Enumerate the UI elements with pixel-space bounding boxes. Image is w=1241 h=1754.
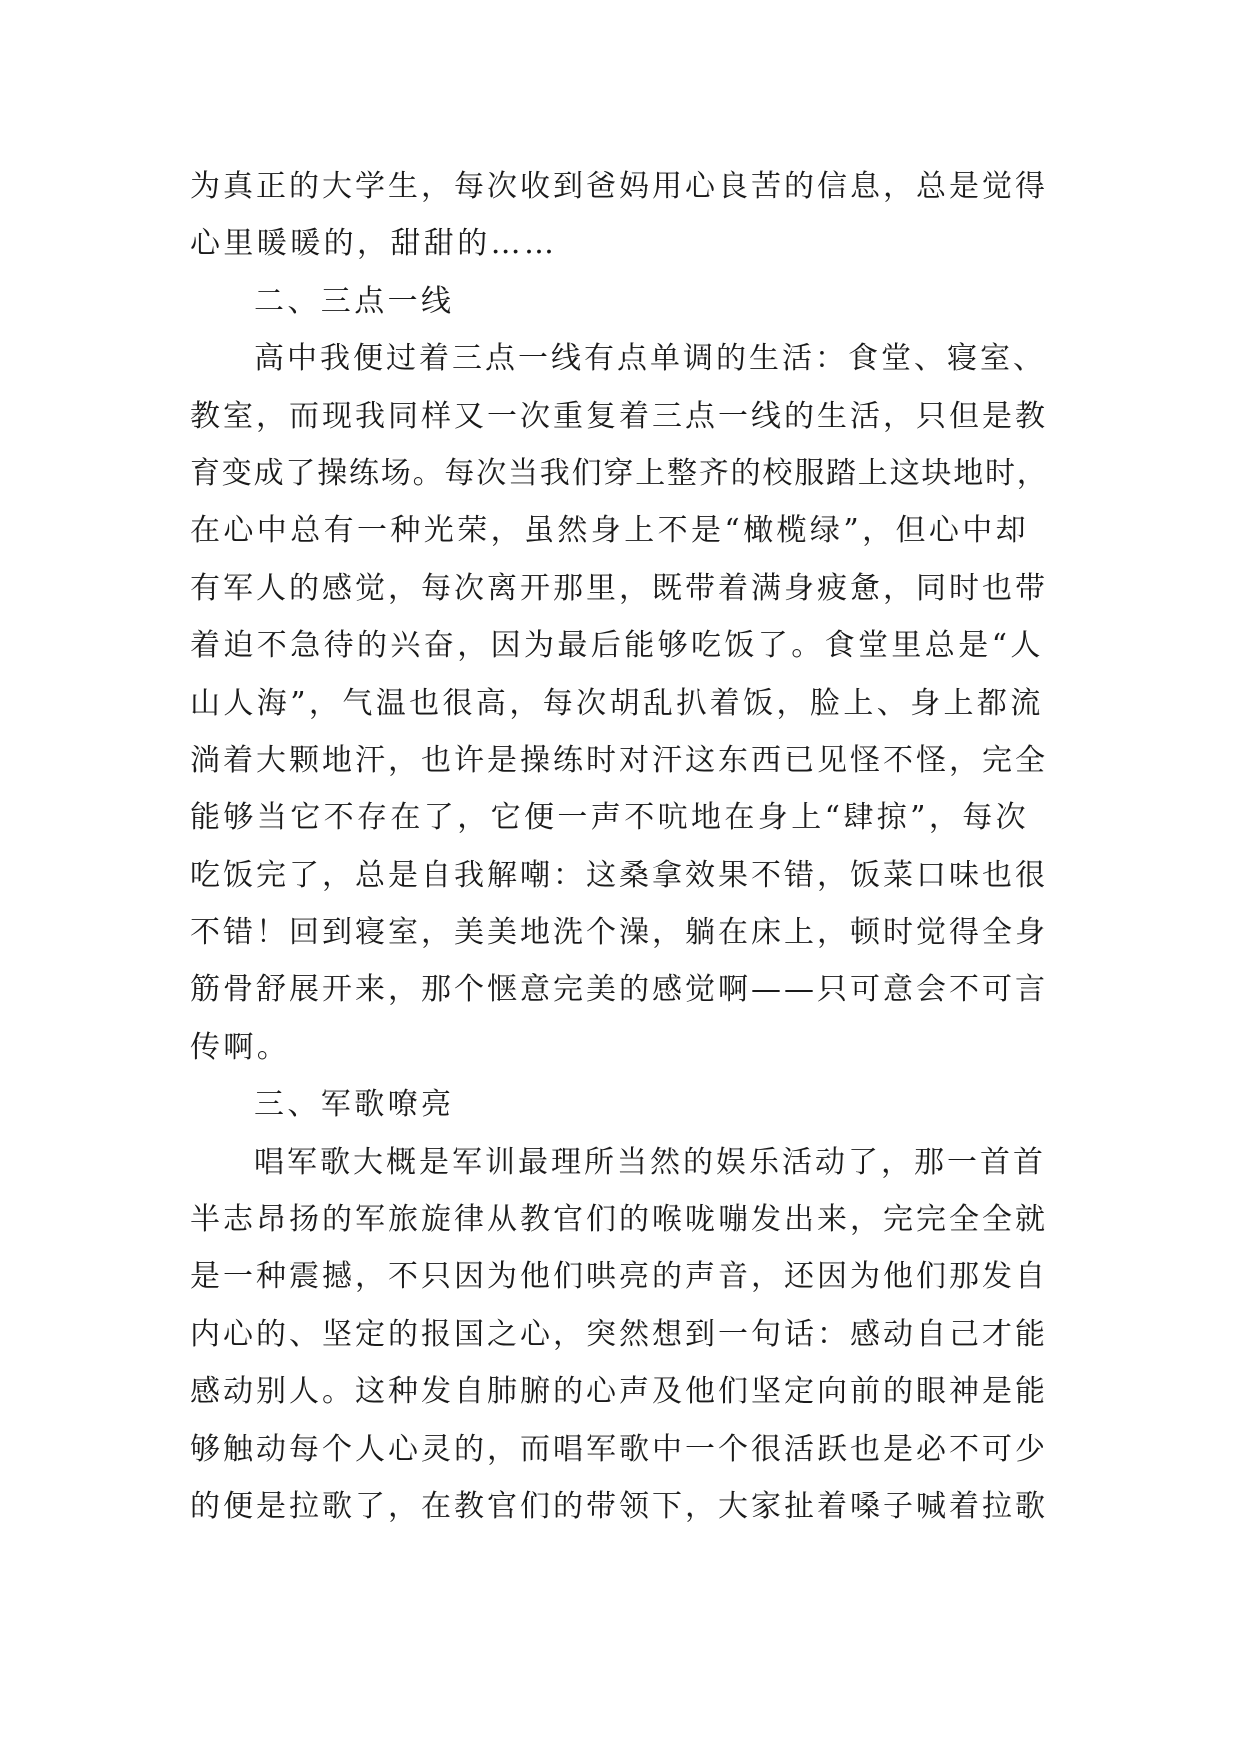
text-line: 不错！回到寝室，美美地洗个澡，躺在床上，顿时觉得全身	[190, 915, 1048, 951]
text-line: 为真正的大学生，每次收到爸妈用心良苦的信息，总是觉得	[190, 169, 1048, 204]
text-line: 感动别人。这种发自肺腑的心声及他们坚定向前的眼神是能	[190, 1374, 1048, 1410]
section-heading: 二、三点一线	[254, 283, 455, 319]
text-line: 能够当它不存在了，它便一声不吭地在身上“肆掠”，每次	[190, 800, 1030, 836]
text-line: 是一种震撼，不只因为他们哄亮的声音，还因为他们那发自	[190, 1259, 1048, 1295]
document-body	[190, 158, 1050, 1535]
text-line: 半志昂扬的军旅旋律从教官们的喉咙嘣发出来，完完全全就	[190, 1202, 1048, 1238]
text-line: 唱军歌大概是军训最理所当然的娱乐活动了，那一首首	[254, 1144, 1046, 1180]
section-heading: 三、军歌嘹亮	[254, 1087, 455, 1123]
text-line: 育变成了操练场。每次当我们穿上整齐的校服踏上这块地时，	[190, 455, 1049, 491]
text-line: 够触动每个人心灵的，而唱军歌中一个很活跃也是必不可少	[190, 1431, 1048, 1467]
text-line: 山人海”，气温也很高，每次胡乱扒着饭，脸上、身上都流	[190, 685, 1044, 721]
text-line: 教室，而现我同样又一次重复着三点一线的生活，只但是教	[190, 398, 1048, 434]
text-line: 有军人的感觉，每次离开那里，既带着满身疲惫，同时也带	[190, 570, 1048, 606]
text-line: 在心中总有一种光荣，虽然身上不是“橄榄绿”，但心中却	[190, 513, 1030, 549]
text-line: 筋骨舒展开来，那个惬意完美的感觉啊——只可意会不可言	[190, 972, 1048, 1008]
text-line: 淌着大颗地汗，也许是操练时对汗这东西已见怪不怪，完全	[190, 742, 1048, 778]
text-line: 内心的、坚定的报国之心，突然想到一句话：感动自己才能	[190, 1316, 1048, 1352]
text-line: 着迫不急待的兴奋，因为最后能够吃饭了。食堂里总是“人	[190, 628, 1044, 664]
text-line: 的便是拉歌了，在教官们的带领下，大家扯着嗓子喊着拉歌	[190, 1488, 1048, 1524]
text-line: 心里暖暖的，甜甜的……	[190, 226, 558, 262]
text-line: 吃饭完了，总是自我解嘲：这桑拿效果不错，饭菜口味也很	[190, 857, 1048, 893]
text-line: 高中我便过着三点一线有点单调的生活：食堂、寝室、	[254, 341, 1046, 377]
text-line: 传啊。	[190, 1029, 291, 1065]
